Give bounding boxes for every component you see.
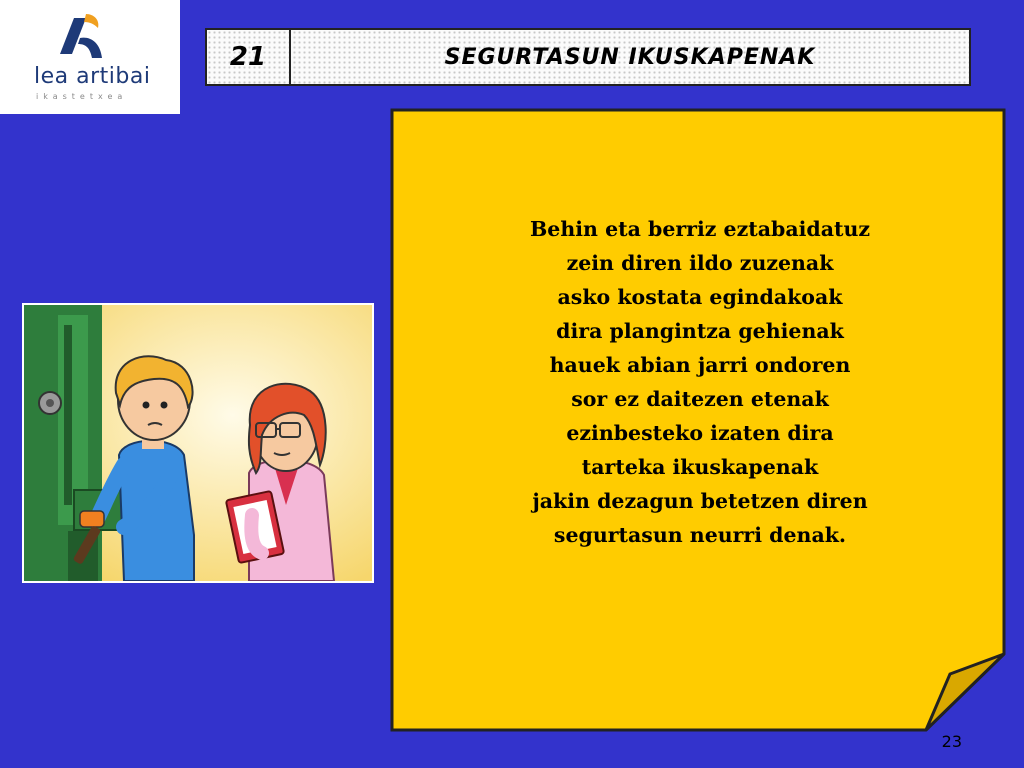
logo	[0, 0, 180, 114]
poem-line: Behin eta berriz eztabaidatuz	[529, 217, 871, 241]
poem-line: hauek abian jarri ondoren	[549, 353, 851, 377]
poem-line: sor ez daitezen etenak	[571, 387, 829, 411]
poem-note-card	[390, 108, 1006, 732]
logo-mark-icon	[56, 14, 112, 66]
slide-title: SEGURTASUN IKUSKAPENAK	[444, 44, 816, 70]
poem-line: jakin dezagun betetzen diren	[532, 489, 868, 513]
workers-inspection-illustration	[22, 303, 374, 583]
slide-header	[205, 28, 971, 86]
logo-subtitle: ikastetxea	[36, 92, 128, 101]
poem-line: segurtasun neurri denak.	[553, 523, 847, 547]
logo-name: lea artibai	[34, 64, 151, 89]
page-number: 23	[941, 732, 962, 751]
poem-line: zein diren ildo zuzenak	[566, 251, 834, 275]
slide-number-badge: 21	[207, 30, 291, 84]
poem-line: dira plangintza gehienak	[556, 319, 844, 343]
poem-line: tarteka ikuskapenak	[581, 455, 819, 479]
poem-line: ezinbesteko izaten dira	[566, 421, 834, 445]
poem-line: asko kostata egindakoak	[557, 285, 843, 309]
poem-text	[390, 212, 1010, 552]
